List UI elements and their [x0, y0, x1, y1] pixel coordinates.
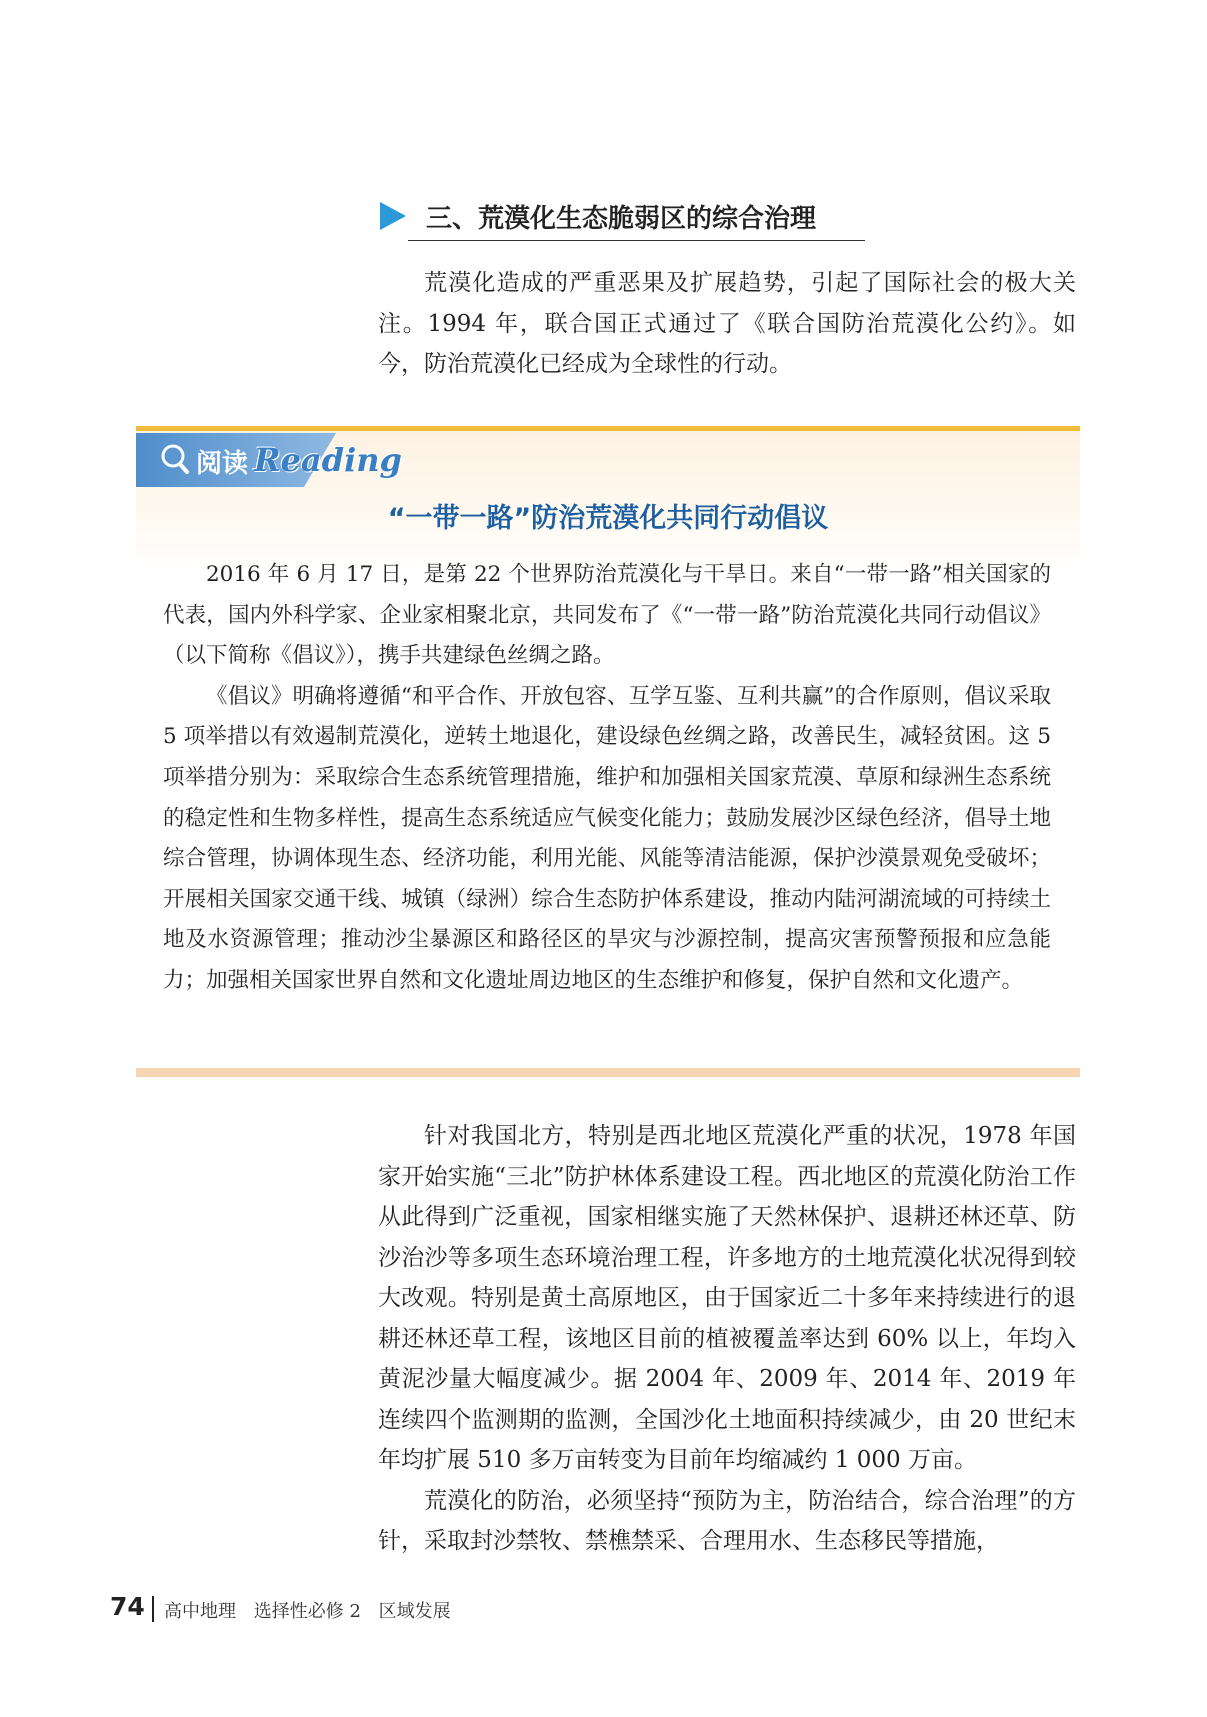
reading-paragraph: 2016 年 6 月 17 日，是第 22 个世界防治荒漠化与干旱日。来自“一带一路”相关国家的代表，国内外科学家、企业家相聚北京，共同发布了《“一带一路”防治荒漠化共同行动倡议》（以下简称《倡议》），携手共建绿色丝绸之路。: [163, 562, 1051, 669]
reading-bottom-bar: [136, 1068, 1080, 1077]
reading-top-bar: [136, 426, 1080, 431]
footer-volume: 选择性必修 2: [253, 1601, 361, 1622]
main-text: [378, 1116, 1076, 1562]
section-heading: [380, 196, 865, 242]
intro-text: [378, 263, 1076, 385]
reading-text: [163, 555, 1051, 1002]
page-footer: [110, 1592, 610, 1626]
main-paragraph: 荒漠化的防治，必须坚持“预防为主，防治结合，综合治理”的方针，采取封沙禁牧、禁樵禁采、合理用水、生态移民等措施，: [378, 1487, 1076, 1554]
reading-title: “一带一路”防治荒漠化共同行动倡议: [387, 503, 829, 534]
page-number: 74: [110, 1592, 145, 1621]
reading-badge: [136, 433, 402, 487]
reading-paragraph: 《倡议》明确将遵循“和平合作、开放包容、互学互鉴、互利共赢”的合作原则，倡议采取 5 项举措以有效遏制荒漠化，逆转土地退化，建设绿色丝绸之路，改善民生，减轻贫困。这 5 项举措分别为：采取综合生态系统管理措施，维护和加强相关国家荒漠、草原和绿洲生态系统的稳定性和生物多样性，提高生态系统适应气候变化能力；鼓励发展沙区绿色经济，倡导土地综合管理，协调体现生态、经济功能，利用光能、风能等清洁能源，保护沙漠景观免受破坏；开展相关国家交通干线、城镇（绿洲）综合生态防护体系建设，推动内陆河湖流域的可持续土地及水资源管理；推动沙尘暴源区和路径区的旱灾与沙源控制，提高灾害预警预报和应急能力；加强相关国家世界自然和文化遗址周边地区的生态维护和修复，保护自然和文化遗产。: [163, 683, 1051, 993]
footer-book-info: [164, 1597, 463, 1623]
footer-book: 高中地理: [164, 1601, 236, 1622]
reading-badge-label: 阅读: [196, 449, 249, 479]
footer-divider: [152, 1596, 154, 1622]
footer-topic: 区域发展: [378, 1601, 451, 1622]
section-title: 三、荒漠化生态脆弱区的综合治理: [426, 204, 817, 234]
play-triangle-icon: [380, 202, 406, 230]
magnifier-icon: [160, 443, 190, 475]
intro-paragraph: 荒漠化造成的严重恶果及扩展趋势，引起了国际社会的极大关注。1994 年，联合国正式通过了《联合国防治荒漠化公约》。如今，防治荒漠化已经成为全球性的行动。: [378, 270, 1076, 377]
reading-badge-script: Reading: [254, 441, 402, 479]
main-paragraph: 针对我国北方，特别是西北地区荒漠化严重的状况，1978 年国家开始实施“三北”防护林体系建设工程。西北地区的荒漠化防治工作从此得到广泛重视，国家相继实施了天然林保护、退耕还林还草、防沙治沙等多项生态环境治理工程，许多地方的土地荒漠化状况得到较大改观。特别是黄土高原地区，由于国家近二十多年来持续进行的退耕还林还草工程，该地区目前的植被覆盖率达到 60% 以上，年均入黄泥沙量大幅度减少。据 2004 年、2009 年、2014 年、2019 年连续四个监测期的监测，全国沙化土地面积持续减少，由 20 世纪末年均扩展 510 多万亩转变为目前年均缩减约 1 000 万亩。: [378, 1123, 1076, 1473]
section-underline: [408, 240, 865, 241]
